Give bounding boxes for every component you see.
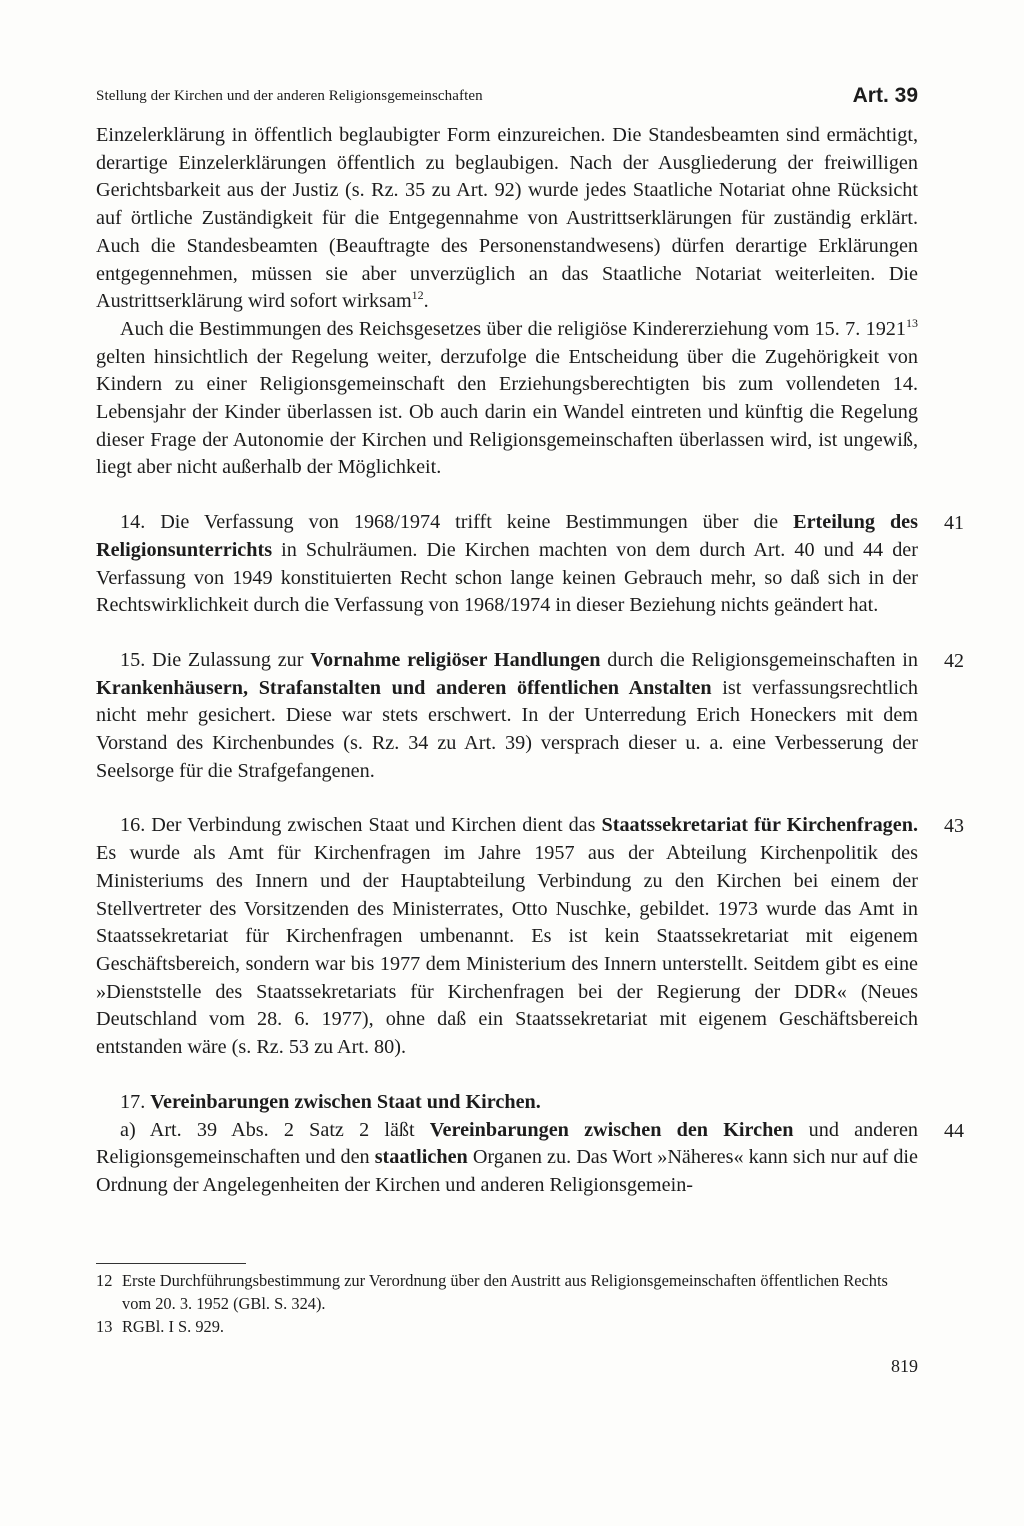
section-17a [96,1117,964,1200]
section-14 [96,509,964,620]
margin-number: 41 [944,512,964,535]
running-head [96,84,918,108]
section-text-part: ist verfassungsrechtlich nicht mehr gesichert. Diese war stets erschwert. In der Unterredung Erich Honeckers mit dem Vorstand des Kirchenbundes (s. Rz. 34 zu Art. 39) versprach dieser u. a. eine Verbesserung der Seelsorge für die Strafgefangenen. [96,676,918,782]
footnote-number: 13 [96,1316,113,1336]
section-17 [96,1089,964,1200]
paragraph-text: Einzelerklärung in öffentlich beglaubigter Form einzureichen. Die Standesbeamten sind ermächtigt, derartige Einzelerklärungen öffentlich zu beglaubigen. Nach der Ausgliederung der freiwilligen Gerichtsbarkeit aus der Justiz (s. Rz. 35 zu Art. 92) wurde jedes Staatliche Notariat ohne Rücksicht auf örtliche Zuständigkeit für die Entgegennahme von Austrittserklärungen für zuständig erklärt. Auch die Standesbeamten (Beauftragte des Personenstandwesens) dürfen derartige Erklärungen entgegennehmen, müssen sie aber unverzüglich an das Staatliche Notariat weiterleiten. Die Austrittserklärung wird sofort wirksam [96,124,918,313]
margin-number: 43 [944,815,964,838]
bold-term: Krankenhäusern, Strafanstalten und anderen öffentlichen Anstalten [96,676,712,699]
footnote-12 [96,1270,918,1316]
paragraph-kindererziehung [96,316,918,482]
paragraph-text: Auch die Bestimmungen des Reichsgesetzes über die religiöse Kindererziehung vom 15. 7. 1921 [120,317,906,340]
paragraph-text: gelten hinsichtlich der Regelung weiter, derzufolge die Entscheidung über die Zugehörigkeit von Kindern zu einer Religionsgemeinschaft den Erziehungsberechtigten bis zum vollendeten 14. Lebensjahr der Kinder überlassen ist. Ob auch darin ein Wandel eintreten und künftig die Regelung dieser Frage der Autonomie der Kirchen und Religionsgemeinschaften überlassen wird, ist ungewiß, liegt aber nicht außerhalb der Möglichkeit. [96,345,918,479]
section-text-part: Organen zu. Das Wort »Näheres« kann sich nur auf die Ordnung der Angelegenheiten der Kirchen und anderen Religionsgemein- [96,1146,918,1196]
bold-term: Vornahme religiöser Handlungen [310,648,601,671]
paragraph-end: . [423,290,429,313]
footnote-text: RGBl. I S. 929. [122,1316,225,1336]
body-text [96,122,964,1200]
section-text-part: 16. Der Verbindung zwischen Staat und Kirchen dient das [120,814,602,837]
heading-text: Vereinbarungen zwischen Staat und Kirchen. [150,1090,541,1113]
section-text-part: in Schulräumen. Die Kirchen machten von dem durch Art. 40 und 44 der Verfassung von 1949 konstituierten Recht schon lange keinen Gebrauch mehr, so daß sich in der Rechtswirklichkeit durch die Verfassung von 1968/1974 in dieser Beziehung nichts geändert hat. [96,538,918,617]
footnote-number: 12 [96,1271,113,1290]
section-text-part: 14. Die Verfassung von 1968/1974 trifft keine Bestimmungen über die [120,511,794,534]
section-text-part: und anderen Religionsgemeinschaften und den [96,1118,919,1169]
paragraph-continuation [96,122,918,316]
section-text-part: a) Art. 39 Abs. 2 Satz 2 läßt [120,1118,430,1141]
footnote-text: Erste Durchführungsbestimmung zur Verordnung über den Austritt aus Religionsgemeinschaften öffentlichen Rechts vom 20. 3. 1952 (GBl. S. 324). [122,1271,888,1313]
footnote-ref-12[interactable]: 12 [411,288,424,303]
heading-number: 17. [120,1090,151,1113]
section-text [96,812,918,1061]
section-text [96,1117,918,1200]
footnote-rule [96,1263,246,1264]
section-text-part: 15. Die Zulassung zur [120,648,311,671]
bold-term: Staatssekretariat für Kirchenfragen. [601,814,918,837]
section-15 [96,647,964,786]
section-text [96,509,918,620]
footnotes [96,1270,918,1338]
footnote-ref-13[interactable]: 13 [906,315,918,330]
section-text [96,647,918,786]
section-text-part: Es wurde als Amt für Kirchenfragen im Jahre 1957 aus der Abteilung Kirchenpolitik des Ministeriums des Innern und der Hauptabteilung Verbindung zu den Kirchen bei einem der Stellvertreter des Vorsitzenden des Ministerrates, Otto Nuschke, gebildet. 1973 wurde das Amt in Staatssekretariat für Kirchenfragen umbenannt. Es ist kein Staatssekretariat mit eigenem Geschäftsbereich, sondern war bis 1977 dem Ministerium des Innern unterstellt. Seitdem gibt es eine »Dienststelle des Staatssekretariats für Kirchenfragen bei der Regierung der DDR« (Neues Deutschland vom 28. 6. 1977), ohne daß ein Staatssekretariat mit eigenem Geschäftsbereich entstanden wäre (s. Rz. 53 zu Art. 80). [96,842,918,1059]
section-16 [96,812,964,1061]
running-title: Stellung der Kirchen und der anderen Religionsgemeinschaften [96,88,483,104]
bold-term: staatlichen [374,1146,468,1169]
margin-number: 42 [944,649,964,672]
section-heading [96,1089,918,1117]
page-number: 819 [891,1356,918,1376]
bold-term: Erteilung des Religionsunterrichts [96,511,918,561]
article-label: Art. 39 [852,84,918,107]
section-text-part: durch die Religionsgemeinschaften in [600,648,918,671]
margin-number: 44 [944,1119,964,1142]
footnote-13 [96,1316,918,1339]
bold-term: Vereinbarungen zwischen den Kirchen [429,1118,794,1141]
